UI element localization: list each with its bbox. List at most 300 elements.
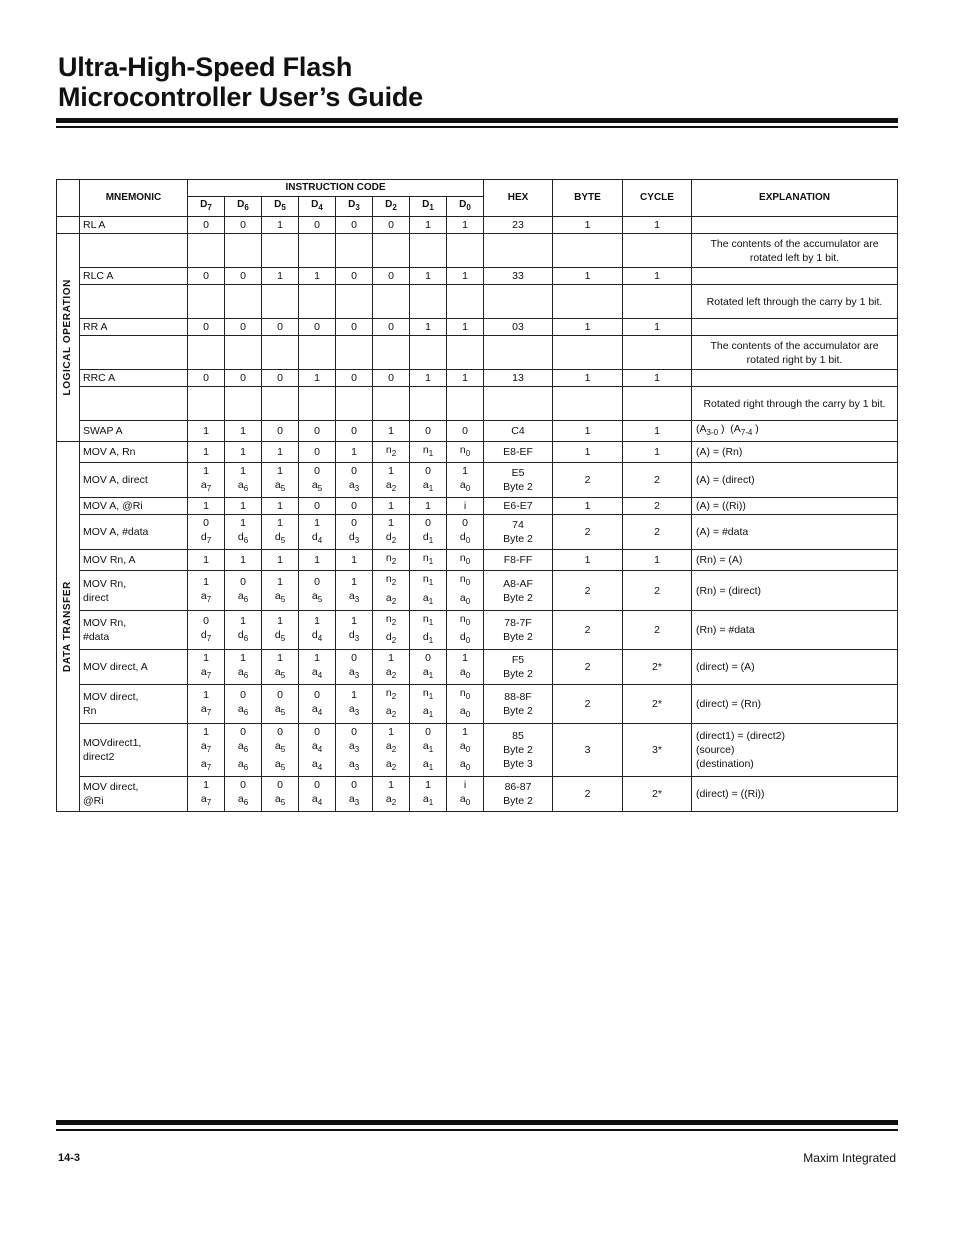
table-row	[57, 421, 898, 442]
bit-cell-d0: 1	[447, 217, 484, 234]
bit-cell-d4: 0 $a_5$	[299, 463, 336, 498]
empty-cell	[262, 285, 299, 319]
bit-cell-d5: 1 $a_5$	[262, 463, 299, 498]
bit-cell-d7: 0 $d_7$	[188, 610, 225, 649]
bit-cell-d5: 0	[262, 370, 299, 387]
bit-cell-d3: 0 $a_3$	[336, 777, 373, 812]
bit-cell-d3: 1 $d_3$	[336, 610, 373, 649]
bit-cell-d2: $n_2$ $a_2$	[373, 684, 410, 723]
explanation-cell: (direct) = (A)	[692, 649, 898, 684]
footer-rule-thin	[56, 1129, 898, 1131]
hex-cell: 23	[484, 217, 553, 234]
bit-cell-d6: 1	[225, 421, 262, 442]
bit-cell-d2: 1 $a_2$ $a_2$	[373, 724, 410, 777]
bit-cell-d5: 1	[262, 442, 299, 463]
bit-cell-d2: 0	[373, 370, 410, 387]
bit-cell-d1: 1 $a_1$	[410, 777, 447, 812]
empty-cell	[188, 336, 225, 370]
bit-cell-d0: 1 $a_0$ $a_0$	[447, 724, 484, 777]
hex-cell: E5 Byte 2	[484, 463, 553, 498]
group-header-blank	[57, 180, 80, 217]
bit-cell-d6: 1	[225, 442, 262, 463]
bit-cell-d0: 1	[447, 268, 484, 285]
header-mnemonic: MNEMONIC	[80, 180, 188, 217]
bit-cell-d5: 0 $a_5$ $a_5$	[262, 724, 299, 777]
header-byte: BYTE	[553, 180, 623, 217]
explanation-cell	[692, 370, 898, 387]
byte-cell: 2	[553, 684, 623, 723]
bit-cell-d0: 0	[447, 421, 484, 442]
cycle-cell: 2	[623, 463, 692, 498]
bit-cell-d3: 0	[336, 370, 373, 387]
empty-cell	[623, 285, 692, 319]
mnemonic-cell: RL A	[80, 217, 188, 234]
bit-cell-d4: 0	[299, 498, 336, 515]
empty-cell	[262, 234, 299, 268]
table-row	[57, 571, 898, 610]
bit-cell-d1: 0 $d_1$	[410, 515, 447, 550]
explanation-cell: (direct) = (Rn)	[692, 684, 898, 723]
bit-cell-d1: $n_1$ $d_1$	[410, 610, 447, 649]
bit-cell-d2: 0	[373, 268, 410, 285]
empty-cell	[225, 234, 262, 268]
table-row	[57, 217, 898, 234]
bit-cell-d2: $n_2$	[373, 550, 410, 571]
table-row	[57, 515, 898, 550]
bit-cell-d0: $n_0$	[447, 550, 484, 571]
bit-cell-d7: 1 $a_7$	[188, 463, 225, 498]
explanation-cell: (A) = ((Ri))	[692, 498, 898, 515]
empty-cell	[553, 336, 623, 370]
bit-cell-d0: $n_0$	[447, 442, 484, 463]
header-bit-d6: $D_6$	[225, 197, 262, 217]
explanation-cell: (Rn) = (direct)	[692, 571, 898, 610]
empty-cell	[484, 234, 553, 268]
empty-cell	[188, 234, 225, 268]
mnemonic-cell: MOV direct, @Ri	[80, 777, 188, 812]
empty-cell	[225, 387, 262, 421]
empty-cell	[299, 387, 336, 421]
bit-cell-d3: 0	[336, 268, 373, 285]
bit-cell-d4: 0 $a_5$	[299, 571, 336, 610]
bit-cell-d0: 1	[447, 319, 484, 336]
table-row	[57, 234, 898, 268]
empty-cell	[447, 387, 484, 421]
byte-cell: 1	[553, 550, 623, 571]
table-row	[57, 777, 898, 812]
bit-cell-d6: 0	[225, 319, 262, 336]
bit-cell-d5: 1	[262, 550, 299, 571]
group-label: DATA TRANSFER	[62, 581, 73, 673]
bit-cell-d2: 1	[373, 421, 410, 442]
company-name: Maxim Integrated	[803, 1151, 896, 1165]
bit-cell-d1: 0 $a_1$	[410, 649, 447, 684]
bit-cell-d3: 1 $a_3$	[336, 571, 373, 610]
empty-cell	[553, 387, 623, 421]
bit-cell-d5: 1	[262, 217, 299, 234]
header-bit-d7: $D_7$	[188, 197, 225, 217]
group-data-transfer	[57, 442, 80, 812]
mnemonic-cell: MOV direct, Rn	[80, 684, 188, 723]
cycle-cell: 1	[623, 442, 692, 463]
empty-cell	[188, 285, 225, 319]
empty-cell	[299, 234, 336, 268]
empty-cell	[80, 285, 188, 319]
bit-cell-d3: 1	[336, 550, 373, 571]
bit-cell-d7: 1 $a_7$	[188, 777, 225, 812]
bit-cell-d4: 1	[299, 370, 336, 387]
bit-cell-d3: 0	[336, 498, 373, 515]
byte-cell: 1	[553, 370, 623, 387]
bit-cell-d0: i $a_0$	[447, 777, 484, 812]
page-number: 14-3	[58, 1152, 81, 1164]
bit-cell-d5: 1 $d_5$	[262, 515, 299, 550]
empty-cell	[447, 234, 484, 268]
empty-cell	[336, 336, 373, 370]
bit-cell-d1: 0 $a_1$	[410, 463, 447, 498]
mnemonic-cell: SWAP A	[80, 421, 188, 442]
bit-cell-d7: 1 $a_7$	[188, 684, 225, 723]
cycle-cell: 1	[623, 421, 692, 442]
byte-cell: 2	[553, 571, 623, 610]
empty-cell	[410, 336, 447, 370]
bit-cell-d7: 0	[188, 319, 225, 336]
empty-cell	[225, 285, 262, 319]
explanation-cell: (A) = (direct)	[692, 463, 898, 498]
bit-cell-d0: i	[447, 498, 484, 515]
hex-cell: A8-AF Byte 2	[484, 571, 553, 610]
cycle-cell: 1	[623, 550, 692, 571]
bit-cell-d6: 0 $a_6$	[225, 777, 262, 812]
bit-cell-d1: 1	[410, 217, 447, 234]
bit-cell-d3: 0	[336, 319, 373, 336]
bit-cell-d4: 0	[299, 217, 336, 234]
bit-cell-d7: 1	[188, 421, 225, 442]
footer-rule-thick	[56, 1120, 898, 1125]
mnemonic-cell: MOV A, @Ri	[80, 498, 188, 515]
empty-cell	[484, 387, 553, 421]
bit-cell-d7: 1	[188, 442, 225, 463]
bit-cell-d3: 0	[336, 421, 373, 442]
empty-cell	[299, 285, 336, 319]
bit-cell-d1: $n_1$ $a_1$	[410, 571, 447, 610]
bit-cell-d2: 0	[373, 217, 410, 234]
explanation-cell	[692, 217, 898, 234]
table-row	[57, 268, 898, 285]
byte-cell: 1	[553, 217, 623, 234]
cycle-cell: 2	[623, 515, 692, 550]
title-line-2: Microcontroller User’s Guide	[58, 82, 423, 112]
bit-cell-d5: 1	[262, 498, 299, 515]
bit-cell-d4: 0 $a_4$	[299, 777, 336, 812]
empty-cell	[410, 387, 447, 421]
bit-cell-d4: 0	[299, 421, 336, 442]
empty-cell	[80, 234, 188, 268]
cycle-cell: 2*	[623, 684, 692, 723]
empty-cell	[623, 336, 692, 370]
header-cycle: CYCLE	[623, 180, 692, 217]
cycle-cell: 1	[623, 319, 692, 336]
bit-cell-d5: 1 $d_5$	[262, 610, 299, 649]
bit-cell-d1: $n_1$	[410, 550, 447, 571]
table-row	[57, 724, 898, 777]
cycle-cell: 1	[623, 370, 692, 387]
bit-cell-d2: 1 $a_2$	[373, 649, 410, 684]
empty-cell	[336, 234, 373, 268]
header-bit-d4: $D_4$	[299, 197, 336, 217]
header-bit-d3: $D_3$	[336, 197, 373, 217]
hex-cell: E8-EF	[484, 442, 553, 463]
mnemonic-cell: RR A	[80, 319, 188, 336]
bit-cell-d2: $n_2$	[373, 442, 410, 463]
group-logical-operation	[57, 234, 80, 442]
empty-cell	[373, 387, 410, 421]
bit-cell-d5: 0	[262, 421, 299, 442]
bit-cell-d4: 1 $a_4$	[299, 649, 336, 684]
bit-cell-d6: 0 $a_6$	[225, 684, 262, 723]
bit-cell-d4: 1	[299, 268, 336, 285]
byte-cell: 2	[553, 610, 623, 649]
byte-cell: 1	[553, 319, 623, 336]
bit-cell-d6: 1	[225, 550, 262, 571]
bit-cell-d1: 1	[410, 319, 447, 336]
bit-cell-d5: 1	[262, 268, 299, 285]
mnemonic-cell: MOV Rn, A	[80, 550, 188, 571]
empty-cell	[553, 285, 623, 319]
bit-cell-d2: $n_2$ $a_2$	[373, 571, 410, 610]
bit-cell-d5: 0	[262, 319, 299, 336]
table-row	[57, 442, 898, 463]
bit-cell-d3: 0 $a_3$ $a_3$	[336, 724, 373, 777]
cycle-cell: 2	[623, 571, 692, 610]
mnemonic-cell: MOV A, Rn	[80, 442, 188, 463]
bit-cell-d4: 0 $a_4$	[299, 684, 336, 723]
empty-cell	[262, 336, 299, 370]
cycle-cell: 2	[623, 498, 692, 515]
explanation-cell: (A) = #data	[692, 515, 898, 550]
header-explanation: EXPLANATION	[692, 180, 898, 217]
hex-cell: F5 Byte 2	[484, 649, 553, 684]
empty-cell	[373, 234, 410, 268]
bit-cell-d3: 0 $a_3$	[336, 463, 373, 498]
hex-cell: 78-7F Byte 2	[484, 610, 553, 649]
bit-cell-d1: $n_1$	[410, 442, 447, 463]
bit-cell-d1: 1	[410, 370, 447, 387]
bit-cell-d1: 0 $a_1$ $a_1$	[410, 724, 447, 777]
header-instruction-code: INSTRUCTION CODE	[188, 180, 484, 197]
hex-cell: 86-87 Byte 2	[484, 777, 553, 812]
header-bit-d5: $D_5$	[262, 197, 299, 217]
table-row	[57, 285, 898, 319]
instruction-table	[56, 179, 898, 812]
cycle-cell: 2*	[623, 777, 692, 812]
bit-cell-d1: 1	[410, 268, 447, 285]
cycle-cell: 2*	[623, 649, 692, 684]
empty-cell	[336, 387, 373, 421]
bit-cell-d3: 1 $a_3$	[336, 684, 373, 723]
bit-cell-d6: 0 $a_6$	[225, 571, 262, 610]
bit-cell-d2: 1 $a_2$	[373, 463, 410, 498]
explanation-cell: (A) = (Rn)	[692, 442, 898, 463]
table-row	[57, 649, 898, 684]
empty-cell	[410, 285, 447, 319]
title-line-1: Ultra-High-Speed Flash	[58, 52, 353, 82]
bit-cell-d5: 1 $a_5$	[262, 649, 299, 684]
cycle-cell: 3*	[623, 724, 692, 777]
bit-cell-d3: 0 $d_3$	[336, 515, 373, 550]
bit-cell-d6: 1	[225, 498, 262, 515]
empty-cell	[553, 234, 623, 268]
bit-cell-d6: 0	[225, 268, 262, 285]
bit-cell-d2: 0	[373, 319, 410, 336]
page-title	[58, 52, 423, 112]
empty-cell	[373, 285, 410, 319]
explanation-cell: (direct1) = (direct2) (source) (destination)	[692, 724, 898, 777]
header-rule-thick	[56, 118, 898, 123]
bit-cell-d6: 0	[225, 217, 262, 234]
bit-cell-d2: 1 $d_2$	[373, 515, 410, 550]
table-row	[57, 550, 898, 571]
bit-cell-d5: 0 $a_5$	[262, 684, 299, 723]
bit-cell-d7: 0	[188, 268, 225, 285]
bit-cell-d1: 1	[410, 498, 447, 515]
explanation-cell	[692, 319, 898, 336]
byte-cell: 2	[553, 463, 623, 498]
bit-cell-d7: 0	[188, 217, 225, 234]
mnemonic-cell: MOV A, direct	[80, 463, 188, 498]
group-label: LOGICAL OPERATION	[62, 279, 73, 396]
group-cell-empty	[57, 217, 80, 234]
explanation-cell: ($A_{3-0}$ ) ($A_{7-4}$ )	[692, 421, 898, 442]
empty-cell	[80, 387, 188, 421]
bit-cell-d4: 1	[299, 550, 336, 571]
bit-cell-d4: 0	[299, 319, 336, 336]
byte-cell: 1	[553, 268, 623, 285]
explanation-cell: The contents of the accumulator are rotated left by 1 bit.	[692, 234, 898, 268]
empty-cell	[447, 336, 484, 370]
bit-cell-d0: $n_0$ $d_0$	[447, 610, 484, 649]
bit-cell-d0: 1 $a_0$	[447, 463, 484, 498]
mnemonic-cell: RRC A	[80, 370, 188, 387]
mnemonic-cell: MOVdirect1, direct2	[80, 724, 188, 777]
explanation-cell: The contents of the accumulator are rotated right by 1 bit.	[692, 336, 898, 370]
bit-cell-d7: 0 $d_7$	[188, 515, 225, 550]
bit-cell-d0: 0 $d_0$	[447, 515, 484, 550]
explanation-cell: (Rn) = (A)	[692, 550, 898, 571]
empty-cell	[447, 285, 484, 319]
mnemonic-cell: RLC A	[80, 268, 188, 285]
empty-cell	[299, 336, 336, 370]
bit-cell-d4: 1 $d_4$	[299, 610, 336, 649]
hex-cell: 33	[484, 268, 553, 285]
hex-cell: 74 Byte 2	[484, 515, 553, 550]
explanation-cell: Rotated right through the carry by 1 bit.	[692, 387, 898, 421]
bit-cell-d0: 1	[447, 370, 484, 387]
bit-cell-d6: 1 $a_6$	[225, 463, 262, 498]
empty-cell	[410, 234, 447, 268]
explanation-cell	[692, 268, 898, 285]
bit-cell-d3: 1	[336, 442, 373, 463]
byte-cell: 2	[553, 649, 623, 684]
hex-cell: 88-8F Byte 2	[484, 684, 553, 723]
cycle-cell: 1	[623, 217, 692, 234]
empty-cell	[262, 387, 299, 421]
hex-cell: C4	[484, 421, 553, 442]
mnemonic-cell: MOV Rn, #data	[80, 610, 188, 649]
empty-cell	[80, 336, 188, 370]
bit-cell-d6: 1 $d_6$	[225, 610, 262, 649]
mnemonic-cell: MOV direct, A	[80, 649, 188, 684]
bit-cell-d7: 1	[188, 550, 225, 571]
empty-cell	[484, 336, 553, 370]
bit-cell-d0: 1 $a_0$	[447, 649, 484, 684]
bit-cell-d6: 1 $a_6$	[225, 649, 262, 684]
bit-cell-d1: $n_1$ $a_1$	[410, 684, 447, 723]
bit-cell-d4: 0 $a_4$ $a_4$	[299, 724, 336, 777]
bit-cell-d6: 0	[225, 370, 262, 387]
empty-cell	[484, 285, 553, 319]
bit-cell-d4: 0	[299, 442, 336, 463]
header-bit-d1: $D_1$	[410, 197, 447, 217]
bit-cell-d5: 0 $a_5$	[262, 777, 299, 812]
bit-cell-d6: 0 $a_6$ $a_6$	[225, 724, 262, 777]
hex-cell: 85 Byte 2 Byte 3	[484, 724, 553, 777]
table-row	[57, 684, 898, 723]
mnemonic-cell: MOV A, #data	[80, 515, 188, 550]
bit-cell-d0: $n_0$ $a_0$	[447, 684, 484, 723]
mnemonic-cell: MOV Rn, direct	[80, 571, 188, 610]
byte-cell: 3	[553, 724, 623, 777]
bit-cell-d0: $n_0$ $a_0$	[447, 571, 484, 610]
table-row	[57, 319, 898, 336]
table-row	[57, 336, 898, 370]
explanation-cell: (Rn) = #data	[692, 610, 898, 649]
empty-cell	[373, 336, 410, 370]
table-row	[57, 610, 898, 649]
bit-cell-d5: 1 $a_5$	[262, 571, 299, 610]
cycle-cell: 1	[623, 268, 692, 285]
bit-cell-d1: 0	[410, 421, 447, 442]
hex-cell: 13	[484, 370, 553, 387]
header-hex: HEX	[484, 180, 553, 217]
bit-cell-d4: 1 $d_4$	[299, 515, 336, 550]
bit-cell-d7: 0	[188, 370, 225, 387]
bit-cell-d7: 1 $a_7$	[188, 571, 225, 610]
empty-cell	[225, 336, 262, 370]
empty-cell	[623, 387, 692, 421]
table-row	[57, 387, 898, 421]
table-row	[57, 370, 898, 387]
bit-cell-d7: 1 $a_7$	[188, 649, 225, 684]
header-bit-d0: $D_0$	[447, 197, 484, 217]
hex-cell: E6-E7	[484, 498, 553, 515]
hex-cell: F8-FF	[484, 550, 553, 571]
table-row	[57, 463, 898, 498]
table-row	[57, 498, 898, 515]
header-bit-d2: $D_2$	[373, 197, 410, 217]
byte-cell: 1	[553, 498, 623, 515]
explanation-cell: Rotated left through the carry by 1 bit.	[692, 285, 898, 319]
byte-cell: 2	[553, 777, 623, 812]
empty-cell	[188, 387, 225, 421]
byte-cell: 2	[553, 515, 623, 550]
bit-cell-d7: 1 $a_7$ $a_7$	[188, 724, 225, 777]
hex-cell: 03	[484, 319, 553, 336]
byte-cell: 1	[553, 421, 623, 442]
bit-cell-d2: 1	[373, 498, 410, 515]
bit-cell-d2: $n_2$ $d_2$	[373, 610, 410, 649]
explanation-cell: (direct) = ((Ri))	[692, 777, 898, 812]
